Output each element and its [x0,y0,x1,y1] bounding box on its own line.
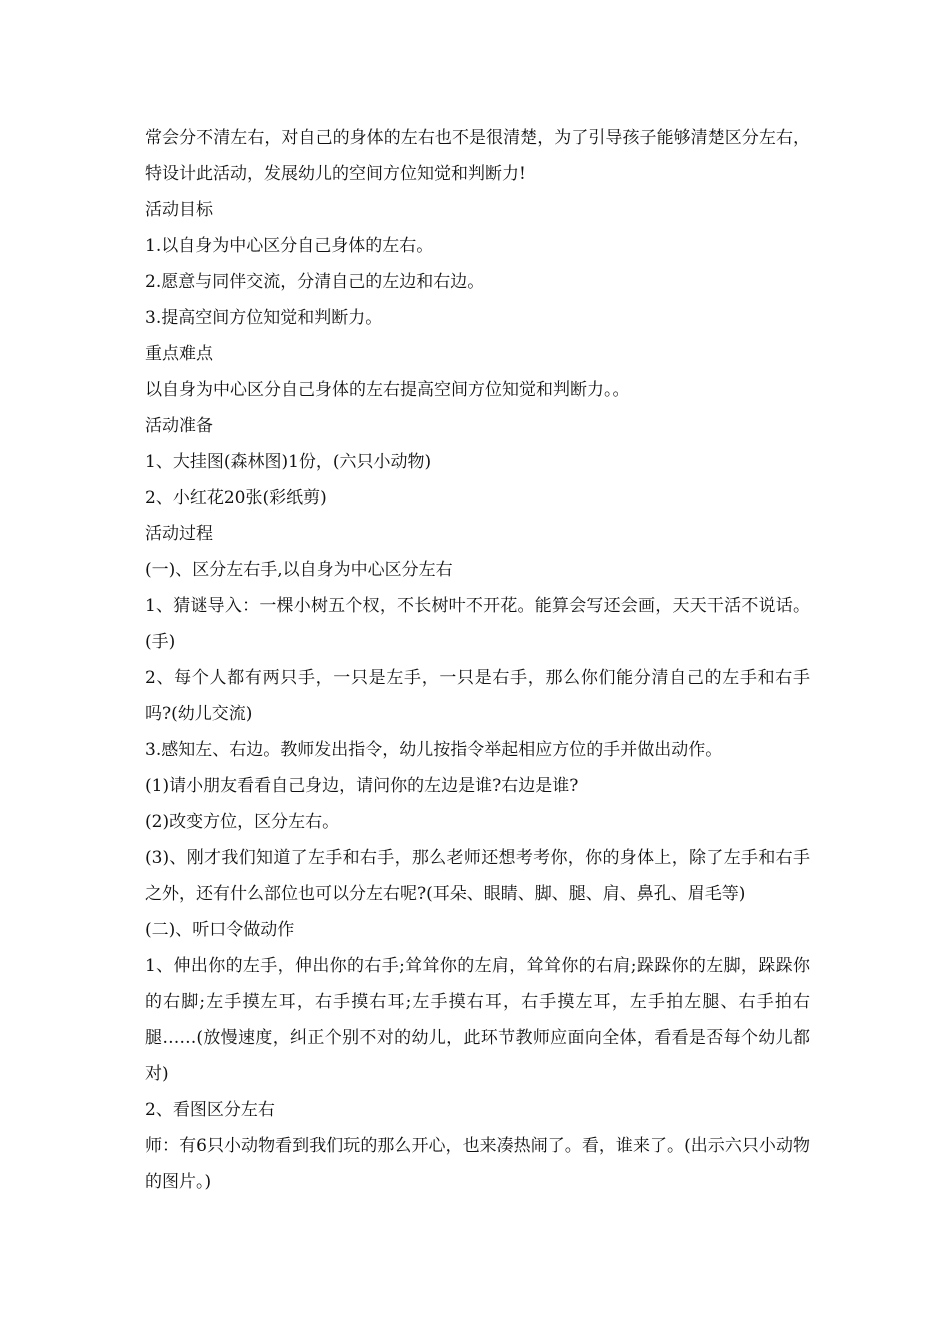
preparation-item-1: 1、大挂图(森林图)1份，(六只小动物) [145,452,432,472]
process-step-two-hands: 2、每个人都有两只手，一只是左手，一只是右手，那么你们能分清自己的左手和右手吗?(幼儿交流) [145,668,810,724]
process-section-2-title: (二)、听口令做动作 [145,920,295,940]
heading-preparation: 活动准备 [145,416,213,436]
heading-activity-goals: 活动目标 [145,200,213,220]
preparation-item-2: 2、小红花20张(彩纸剪) [145,488,327,508]
goal-item-1: 1.以自身为中心区分自己身体的左右。 [145,236,434,256]
goal-item-3: 3.提高空间方位知觉和判断力。 [145,308,383,328]
process-substep-1: (1)请小朋友看看自己身边，请问你的左边是谁?右边是谁? [145,776,579,796]
process-step-left-right: 3.感知左、右边。教师发出指令，幼儿按指令举起相应方位的手并做出动作。 [145,740,723,760]
heading-key-points: 重点难点 [145,344,213,364]
document-body [145,120,810,1200]
teacher-dialogue: 师：有6只小动物看到我们玩的那么开心，也来凑热闹了。看，谁来了。(出示六只小动物的图片。) [145,1136,810,1192]
process-section-1-title: (一)、区分左右手,以自身为中心区分左右 [145,560,453,580]
goal-item-2: 2.愿意与同伴交流，分清自己的左边和右边。 [145,272,485,292]
process-step-commands: 1、伸出你的左手，伸出你的右手;耸耸你的左肩，耸耸你的右肩;跺跺你的左脚，跺跺你的右脚;左手摸左耳，右手摸右耳;左手摸右耳，右手摸左耳，左手拍左腿、右手拍右腿……(放慢速度，纠正个别不对的幼儿，此环节教师应面向全体，看看是否每个幼儿都对) [145,956,810,1084]
key-points-text: 以自身为中心区分自己身体的左右提高空间方位知觉和判断力。。 [145,380,630,400]
process-substep-2: (2)改变方位，区分左右。 [145,812,340,832]
process-substep-3: (3)、刚才我们知道了左手和右手，那么老师还想考考你，你的身体上，除了左手和右手之外，还有什么部位也可以分左右呢?(耳朵、眼睛、脚、腿、肩、鼻孔、眉毛等) [145,848,810,904]
heading-process: 活动过程 [145,524,213,544]
process-step-riddle: 1、猜谜导入：一棵小树五个杈，不长树叶不开花。能算会写还会画，天天干活不说话。(手) [145,596,810,652]
process-step-picture: 2、看图区分左右 [145,1100,275,1120]
paragraph-intro: 常会分不清左右，对自己的身体的左右也不是很清楚，为了引导孩子能够清楚区分左右，特设计此活动，发展幼儿的空间方位知觉和判断力! [145,128,810,184]
